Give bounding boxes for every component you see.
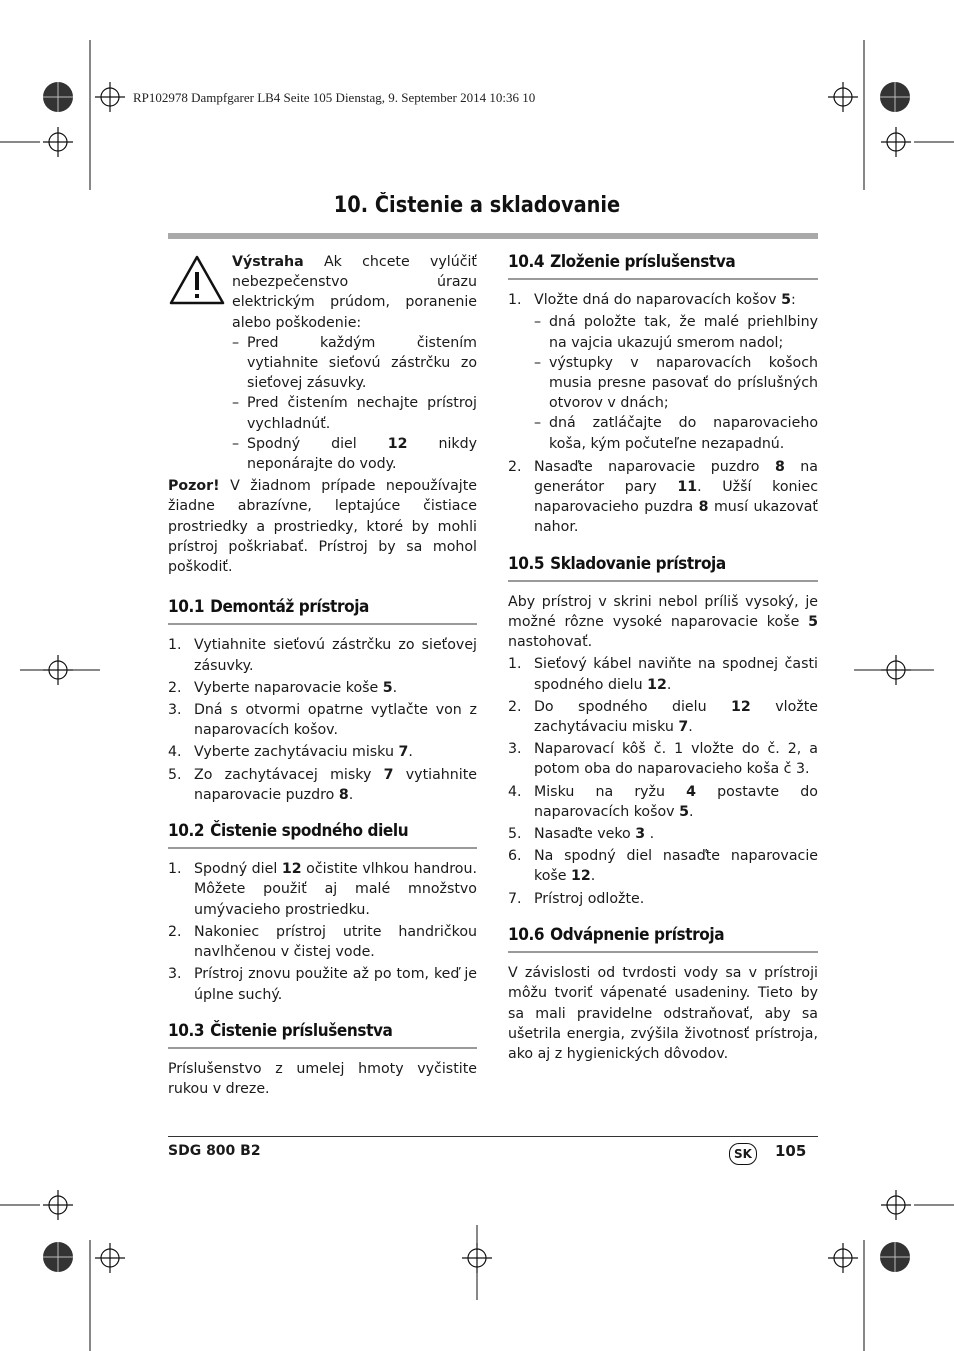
list-10-5 (508, 654, 818, 908)
language-badge: SK (729, 1143, 757, 1165)
sub-list-item: – výstupky v naparovacích košoch musia presne pasovať do príslušných otvorov v dnách; (534, 354, 818, 412)
list-item: 1. Spodný diel 12 očistite vlhkou handrou. Môžete použiť aj malé množstvo umývacieho prostriedku. (168, 861, 477, 918)
warning-icon (168, 252, 232, 474)
page-title: 10. Čistenie a skladovanie (333, 193, 621, 218)
left-column (168, 252, 477, 1099)
list-item: 3. Naparovací kôš č. 1 vložte do č. 2, a potom oba do naparovacieho koša č 3. (508, 741, 818, 778)
list-item: 1. Sieťový kábel naviňte na spodnej časti spodného dielu 12. (508, 656, 818, 693)
warning-item: – Pred čistením nechajte prístroj vychladnúť. (232, 395, 477, 432)
list-item: 5. Nasaďte veko 3 . (508, 826, 655, 843)
paragraph-10-3: Príslušenstvo z umelej hmoty vyčistite rukou v dreze. (168, 1060, 477, 1098)
section-heading-10-2: 10.2 Čistenie spodného dielu (168, 821, 477, 849)
sublist-10-4 (534, 312, 818, 453)
right-column (508, 252, 818, 1064)
warning-intro (232, 252, 477, 333)
list-item: 2. Do spodného dielu 12 vložte zachytávaciu misku 7. (508, 698, 818, 736)
footer-rule (168, 1136, 818, 1137)
warning-item: – Pred každým čistením vytiahnite sieťovú zástrčku zo sieťovej zásuvky. (232, 334, 477, 392)
list-item: 3. Dná s otvormi opatrne vytlačte von z naparovacích košov. (168, 702, 477, 739)
section-heading-10-3: 10.3 Čistenie príslušenstva (168, 1021, 477, 1049)
list-item: 5. Zo zachytávacej misky 7 vytiahnite naparovacie puzdro 8. (168, 766, 477, 803)
print-info-line: RP102978 Dampfgarer LB4 Seite 105 Dienstag, 9. September 2014 10:36 10 (133, 90, 536, 105)
paragraph-10-6: V závislosti od tvrdosti vody sa v prístroji môžu tvoriť vápenaté usadeniny. Tieto by sa mali pravidelne odstraňovať, aby sa ušetrila energia, zvýšila životnosť prístroja, ako aj z hygienických dôvodov. (508, 965, 818, 1062)
section-heading-10-5: 10.5 Skladovanie prístroja (508, 554, 818, 582)
sub-list-item: – dná položte tak, že malé priehlbiny na vajcia ukazujú smerom nadol; (534, 314, 818, 351)
list-item: 1. Vytiahnite sieťovú zástrčku zo sieťovej zásuvky. (168, 637, 477, 674)
warning-item: – Spodný diel 12 nikdy neponárajte do vody. (232, 435, 477, 473)
section-heading-10-6: 10.6 Odvápnenie prístroja (508, 925, 818, 953)
warning-text (232, 252, 477, 474)
list-10-4 (508, 290, 818, 537)
footer-model: SDG 800 B2 (168, 1143, 261, 1159)
page-number: 105 (775, 1142, 807, 1160)
section-heading-10-1: 10.1 Demontáž prístroja (168, 597, 477, 625)
list-item: 7. Prístroj odložte. (508, 890, 645, 907)
warning-label: Výstraha (232, 254, 304, 270)
paragraph-10-5: Aby prístroj v skrini nebol príliš vysoký, je možné rôzne vysoké naparovacie koše 5 nastohovať. (508, 593, 818, 651)
list-item: 4. Vyberte zachytávaciu misku 7. (168, 744, 413, 761)
list-10-1 (168, 635, 477, 805)
list-item: 4. Misku na ryžu 4 postavte do naparovacích košov 5. (508, 783, 818, 820)
list-item: 1. Vložte dná do naparovacích košov 5: (508, 292, 796, 309)
warning-intro-text: Ak chcete vylúčiť nebezpečenstvo úrazu elektrickým prúdom, poranenie alebo poškodenie: (232, 254, 477, 331)
sub-list-item: – dná zatláčajte do naparovacieho koša, kým počuteľne nezapadnú. (534, 415, 818, 452)
caution-label: Pozor! (168, 478, 220, 495)
section-heading-10-4: 10.4 Zloženie príslušenstva (508, 252, 818, 280)
list-item: 2. Vyberte naparovacie koše 5. (168, 679, 398, 696)
list-item: 2. Nasaďte naparovacie puzdro 8 na generátor pary 11. Užší koniec naparovacieho puzdra 8 musí ukazovať nahor. (508, 458, 818, 536)
list-item: 3. Prístroj znovu použite až po tom, keď je úplne suchý. (168, 966, 477, 1003)
warning-block (168, 252, 477, 474)
list-item: 6. Na spodný diel nasaďte naparovacie koše 12. (508, 848, 818, 885)
title-rule (168, 233, 818, 239)
list-10-2 (168, 859, 477, 1004)
list-item: 2. Nakoniec prístroj utrite handričkou navlhčenou v čistej vode. (168, 923, 477, 961)
caution-paragraph: Pozor! V žiadnom prípade nepoužívajte žiadne abrazívne, leptajúce čistiace prostriedky a prostriedky, ktoré by mohli prístroj poškriabať. Prístroj by sa mohol poškodiť. (168, 478, 477, 576)
